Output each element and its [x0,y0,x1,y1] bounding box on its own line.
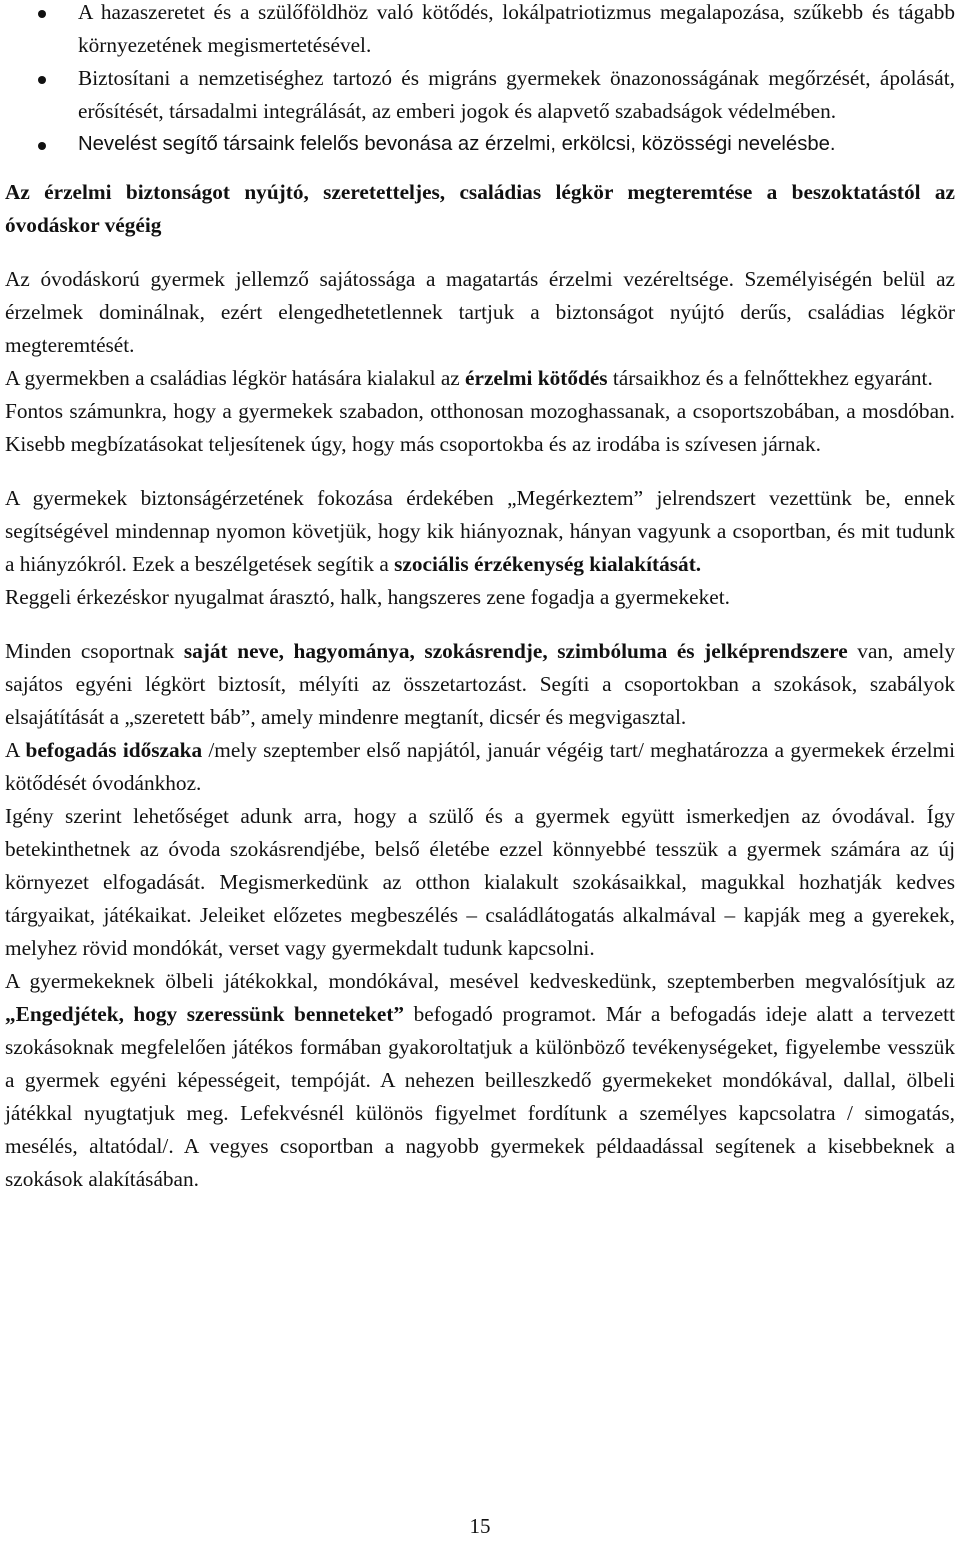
paragraph: Igény szerint lehetőséget adunk arra, hogy a szülő és a gyermek együtt ismerkedjen az óvodával. Így betekinthetnek az óvoda szokásrendjébe, belső életébe ezzel könnyebbé tesszük a gyermek számára az új környezet elfogadását. Megismerkedünk az otthon kialakult szokásaikkal, magukkal hozhatják kedves tárgyaikat, játékaikat. Jeleiket előzetes megbeszélés – családlátogatás alkalmával – kapják meg a gyerekek, melyhez rövid mondókát, verset vagy gyermekdalt tudunk kapcsolni. [5,804,955,960]
bullet-item [5,0,955,62]
paragraph: A gyermekeknek ölbeli játékokkal, mondókával, mesével kedveskedünk, szeptemberben megvalósítjuk az „Engedjétek, hogy szeressünk benneteket” befogadó programot. Már a befogadás ideje alatt a tervezett szokásoknak megfelelően játékos formában gyakoroltatjuk a különböző tevékenységeket, figyelembe vesszük a gyermek egyéni képességeit, tempóját. A nehezen beilleszkedő gyermekeket mondókával, dallal, ölbeli játékkal nyugtatjuk meg. Lefekvésnél különös figyelmet fordítunk a személyes kapcsolatra / simogatás, mesélés, altatódal/. A vegyes csoportban a nagyobb gyermekek példaadással segítenek a kisebbeknek a szokások alakításában. [5,969,955,1191]
bullet-list [5,0,955,161]
bullet-text: Biztosítani a nemzetiséghez tartozó és migráns gyermekek önazonosságának megőrzését, ápolását, erősítését, társadalmi integrálását, az emberi jogok és alapvető szabadságok védelmében. [78,66,955,123]
bullet-dot-icon [38,76,46,84]
bold-text: befogadás időszaka [25,738,203,762]
bold-text: „Engedjétek, hogy szeressünk benneteket” [5,1002,405,1026]
paragraph: A befogadás időszaka /mely szeptember első napjától, január végéig tart/ meghatározza a gyermekek érzelmi kötődését óvodánkhoz. [5,738,956,795]
bullet-text: A hazaszeretet és a szülőföldhöz való kötődés, lokálpatriotizmus megalapozása, szűkebb és tágabb környezetének megismertetésével. [78,0,955,57]
section-heading: Az érzelmi biztonságot nyújtó, szeretetteljes, családias légkör megteremtése a beszoktatástól az óvodáskor végéig [5,180,955,237]
bullet-item [5,62,955,128]
bold-text: saját neve, hagyománya, szokásrendje, szimbóluma és jelképrendszere [183,639,848,663]
bullet-text: Nevelést segítő társaink felelős bevonása az érzelmi, erkölcsi, közösségi nevelésbe. [78,133,836,155]
document-page [5,0,955,1196]
bold-text: szociális érzékenység kialakítását. [394,552,702,576]
paragraph: Fontos számunkra, hogy a gyermekek szabadon, otthonosan mozoghassanak, a csoportszobában, a mosdóban. Kisebb megbízatásokat teljesítenek úgy, hogy más csoportokba és az irodába is szívesen járnak. [5,399,955,456]
page-number: 15 [469,1514,491,1538]
paragraph: A gyermekek biztonságérzetének fokozása érdekében „Megérkeztem” jelrendszert vezettünk be, ennek segítségével mindennap nyomon követjük, hogy kik hiányoznak, hányan vagyunk a csoportban, és mit tudunk a hiányzókról. Ezek a beszélgetések segítik a szociális érzékenység kialakítását. [5,486,955,576]
paragraph: Reggeli érkezéskor nyugalmat árasztó, halk, hangszeres zene fogadja a gyermekeket. [5,585,730,609]
bold-text: érzelmi kötődés [465,366,608,390]
bullet-dot-icon [38,142,46,150]
paragraph: Az óvodáskorú gyermek jellemző sajátossága a magatartás érzelmi vezéreltsége. Személyiségén belül az érzelmek dominálnak, ezért elengedhetetlennek tartjuk a biztonságot nyújtó derűs, családias légkör megteremtését. [5,267,955,357]
paragraph: A gyermekben a családias légkör hatására kialakul az érzelmi kötődés társaikhoz és a felnőttekhez egyaránt. [5,366,933,390]
bullet-item [5,128,955,161]
paragraph: Minden csoportnak saját neve, hagyománya, szokásrendje, szimbóluma és jelképrendszere van, amely sajátos egyéni légkört biztosít, mélyíti az összetartozást. Segíti a csoportokban a szokások, szabályok elsajátítását a „szeretett báb”, amely mindenre megtanít, dicsér és megvigasztal. [5,639,955,729]
bullet-dot-icon [38,10,46,18]
